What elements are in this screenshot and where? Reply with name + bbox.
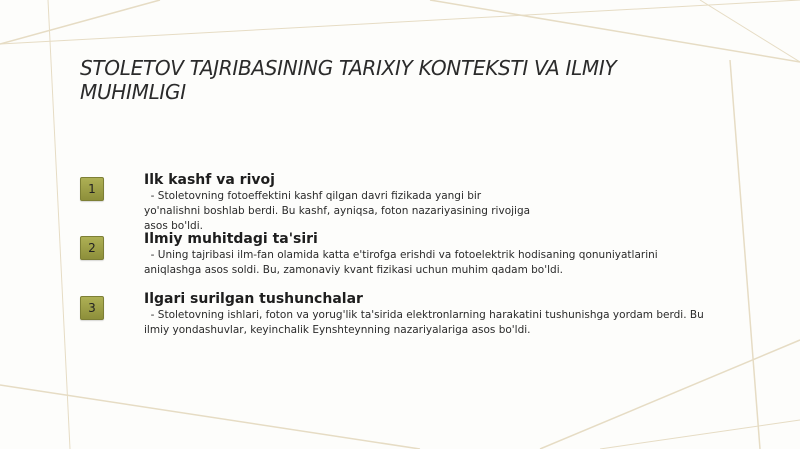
item-heading-1: Ilk kashf va rivoj [144,172,275,188]
item-line: - Stoletovning ishlari, foton va yorug'lik ta'sirida elektronlarning harakatini tushunishga yordam berdi. Bu [144,309,704,321]
list-item-2 [144,231,658,278]
item-line: aniqlashga asos soldi. Bu, zamonaviy kvant fizikasi uchun muhim qadam bo'ldi. [144,264,563,276]
list-item-1 [144,172,530,234]
item-line: - Stoletovning fotoeffektini kashf qilgan davri fizikada yangi bir [144,190,482,202]
list-item-3 [144,291,704,338]
item-heading-3: Ilgari surilgan tushunchalar [144,291,363,307]
slide-title: STOLETOV TAJRIBASINING TARIXIY KONTEKSTI VA ILMIY MUHIMLIGI [80,56,617,104]
item-line: yo'nalishni boshlab berdi. Bu kashf, ayniqsa, foton nazariyasining rivojiga [144,205,531,217]
number-badge-1: 1 [80,177,104,201]
number-badge-3: 3 [80,296,104,320]
item-line: - Uning tajribasi ilm-fan olamida katta e'tirofga erishdi va fotoelektrik hodisaning qonuniyatlarini [144,249,658,261]
item-line: asos bo'ldi. [144,220,203,232]
item-line: ilmiy yondashuvlar, keyinchalik Eynshteynning nazariyalariga asos bo'ldi. [144,324,531,336]
number-badge-2: 2 [80,236,104,260]
item-heading-2: Ilmiy muhitdagi ta'siri [144,231,318,247]
